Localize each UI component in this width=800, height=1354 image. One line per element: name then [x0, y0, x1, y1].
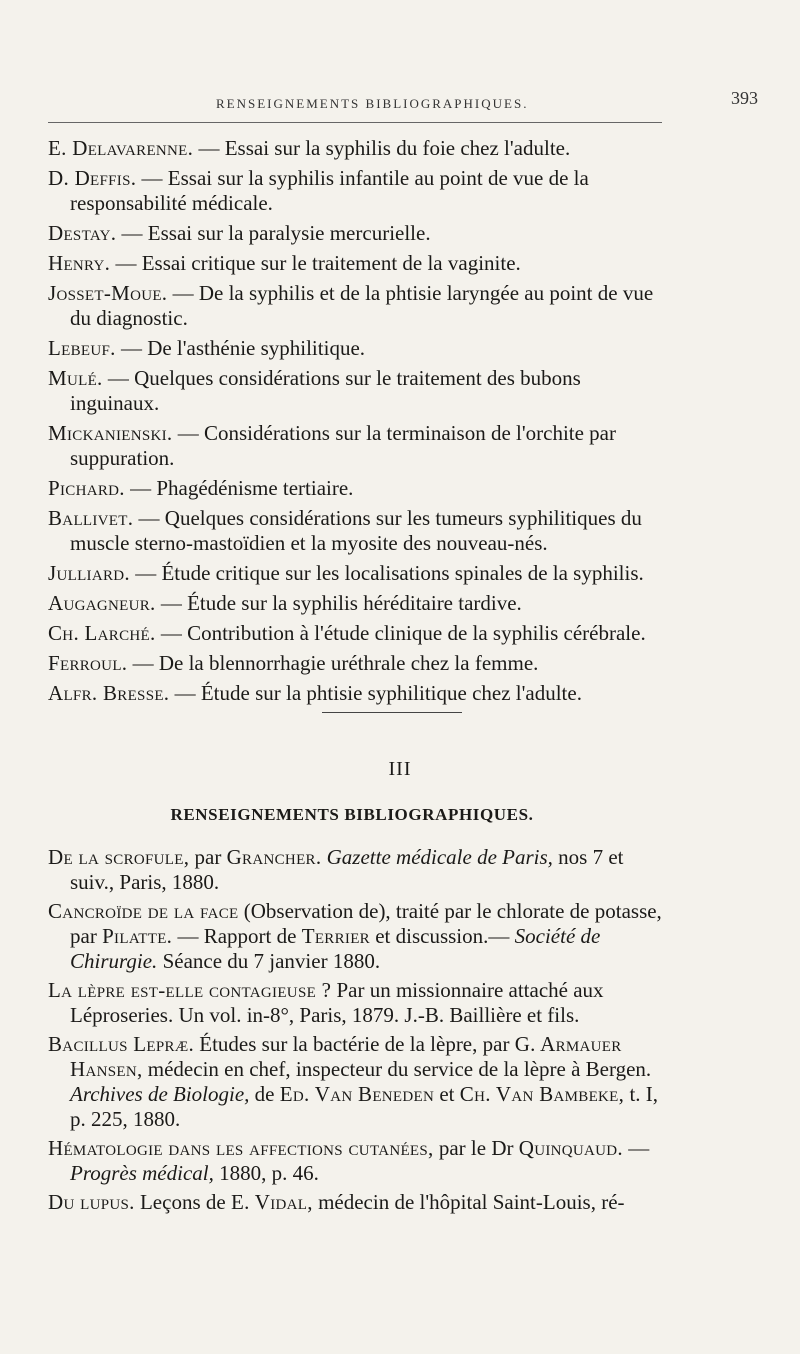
entry-text: (Observation de), traité par le chlorate de potasse, par	[70, 899, 662, 948]
bibliography-entry	[48, 1032, 672, 1132]
thesis-author: Ballivet.	[48, 506, 134, 530]
section-title: RENSEIGNEMENTS BIBLIOGRAPHIQUES.	[170, 805, 534, 824]
thesis-title: — Quelques considérations sur le traitement des bubons inguinaux.	[70, 366, 581, 415]
entry-author: Ed. Van Beneden	[279, 1082, 435, 1106]
thesis-entry	[48, 166, 672, 216]
thesis-title: — De l'asthénie syphilitique.	[115, 336, 366, 360]
thesis-author: Ferroul.	[48, 651, 128, 675]
thesis-entry	[48, 221, 672, 246]
section-number: III	[388, 758, 412, 780]
thesis-title: — Étude sur la phtisie syphilitique chez l'adulte.	[169, 681, 582, 705]
entry-text: —	[622, 1136, 650, 1160]
thesis-author: Destay.	[48, 221, 117, 245]
entry-lead: De la scrofule,	[48, 845, 190, 869]
entry-lead: Cancroïde de la face	[48, 899, 239, 923]
page-header	[48, 88, 758, 118]
header-rule	[48, 122, 662, 123]
entry-author: Ch. Van Bambeke,	[459, 1082, 625, 1106]
section-separator	[322, 712, 462, 713]
entry-text: de	[249, 1082, 280, 1106]
running-title: RENSEIGNEMENTS BIBLIOGRAPHIQUES.	[216, 96, 529, 111]
thesis-author: Lebeuf.	[48, 336, 116, 360]
thesis-author: Alfr. Bresse.	[48, 681, 170, 705]
thesis-title: — Essai sur la syphilis du foie chez l'adulte.	[193, 136, 571, 160]
entry-author: Pilatte.	[102, 924, 173, 948]
thesis-author: Julliard.	[48, 561, 130, 585]
entry-lead: La lèpre est-elle contagieuse ?	[48, 978, 332, 1002]
entry-text: Séance du 7 janvier 1880.	[157, 949, 381, 973]
thesis-title: — Considérations sur la terminaison de l'orchite par suppuration.	[70, 421, 616, 470]
thesis-title: — Essai sur la paralysie mercurielle.	[116, 221, 431, 245]
entry-lead: Hématologie dans les affections cutanées,	[48, 1136, 434, 1160]
thesis-title: — Étude sur la syphilis héréditaire tardive.	[155, 591, 522, 615]
thesis-author: Ch. Larché.	[48, 621, 156, 645]
thesis-title: — De la blennorrhagie uréthrale chez la femme.	[127, 651, 539, 675]
thesis-entry	[48, 336, 672, 361]
thesis-title: — Contribution à l'étude clinique de la syphilis cérébrale.	[155, 621, 646, 645]
entry-author: Quinquaud.	[518, 1136, 623, 1160]
bibliography-entry	[48, 899, 672, 974]
entry-journal: Archives de Biologie,	[70, 1082, 250, 1106]
entry-author: E. Vidal,	[230, 1190, 313, 1214]
thesis-author: Josset-Moue.	[48, 281, 168, 305]
entry-author: Terrier	[301, 924, 370, 948]
thesis-entry	[48, 506, 672, 556]
bibliography-entry	[48, 1136, 672, 1186]
entry-text: médecin de l'hôpital Saint-Louis, ré-	[312, 1190, 625, 1214]
entry-text: t. I, p. 225, 1880.	[70, 1082, 659, 1131]
thesis-entry	[48, 621, 672, 646]
entry-journal: Progrès médical,	[70, 1161, 214, 1185]
thesis-author: D. Deffis.	[48, 166, 137, 190]
thesis-author: Henry.	[48, 251, 111, 275]
thesis-author: Augagneur.	[48, 591, 156, 615]
entry-journal: Société de Chirurgie.	[70, 924, 601, 973]
thesis-entry	[48, 136, 672, 161]
entry-text: nos 7 et suiv., Paris, 1880.	[70, 845, 624, 894]
entry-text: et discussion.—	[369, 924, 515, 948]
thesis-title: — Essai critique sur le traitement de la vaginite.	[110, 251, 521, 275]
entry-text: par	[189, 845, 227, 869]
bibliography-entry	[48, 845, 672, 895]
thesis-author: Pichard.	[48, 476, 125, 500]
bibliography-list	[48, 845, 672, 1219]
entry-text: Par un missionnaire attaché aux Léproseries. Un vol. in-8°, Paris, 1879. J.-B. Baillière et fils.	[70, 978, 604, 1027]
entry-text: médecin en chef, inspecteur du service de la lèpre à Bergen.	[142, 1057, 652, 1081]
theses-list	[48, 136, 672, 711]
entry-author: Grancher.	[226, 845, 322, 869]
thesis-author: Mulé.	[48, 366, 103, 390]
entry-lead: Du lupus.	[48, 1190, 135, 1214]
thesis-entry	[48, 681, 672, 706]
entry-text: et	[434, 1082, 460, 1106]
entry-author: G. Armauer Hansen,	[70, 1032, 622, 1081]
entry-text: 1880, p. 46.	[213, 1161, 319, 1185]
thesis-author: Mickanienski.	[48, 421, 173, 445]
thesis-title: — Phagédénisme tertiaire.	[124, 476, 354, 500]
thesis-title: — De la syphilis et de la phtisie laryngée au point de vue du diagnostic.	[70, 281, 654, 330]
entry-text: par le Dr	[433, 1136, 519, 1160]
entry-lead: Bacillus Lepræ.	[48, 1032, 195, 1056]
thesis-entry	[48, 651, 672, 676]
thesis-entry	[48, 561, 672, 586]
thesis-entry	[48, 251, 672, 276]
entry-text: Études sur la bactérie de la lèpre, par	[194, 1032, 515, 1056]
thesis-entry	[48, 281, 672, 331]
thesis-entry	[48, 366, 672, 416]
thesis-author: E. Delavarenne.	[48, 136, 194, 160]
thesis-title: — Étude critique sur les localisations spinales de la syphilis.	[129, 561, 644, 585]
bibliography-entry	[48, 978, 672, 1028]
page-number: 393	[731, 88, 758, 108]
bibliography-entry	[48, 1190, 672, 1215]
thesis-title: — Quelques considérations sur les tumeurs syphilitiques du muscle sterno-mastoïdien et la myosite des nouveau-nés.	[70, 506, 642, 555]
thesis-entry	[48, 421, 672, 471]
thesis-title: — Essai sur la syphilis infantile au point de vue de la responsabilité médicale.	[70, 166, 589, 215]
thesis-entry	[48, 476, 672, 501]
entry-text: Leçons de	[134, 1190, 231, 1214]
entry-text: — Rapport de	[172, 924, 302, 948]
thesis-entry	[48, 591, 672, 616]
entry-journal: Gazette médicale de Paris,	[321, 845, 553, 869]
